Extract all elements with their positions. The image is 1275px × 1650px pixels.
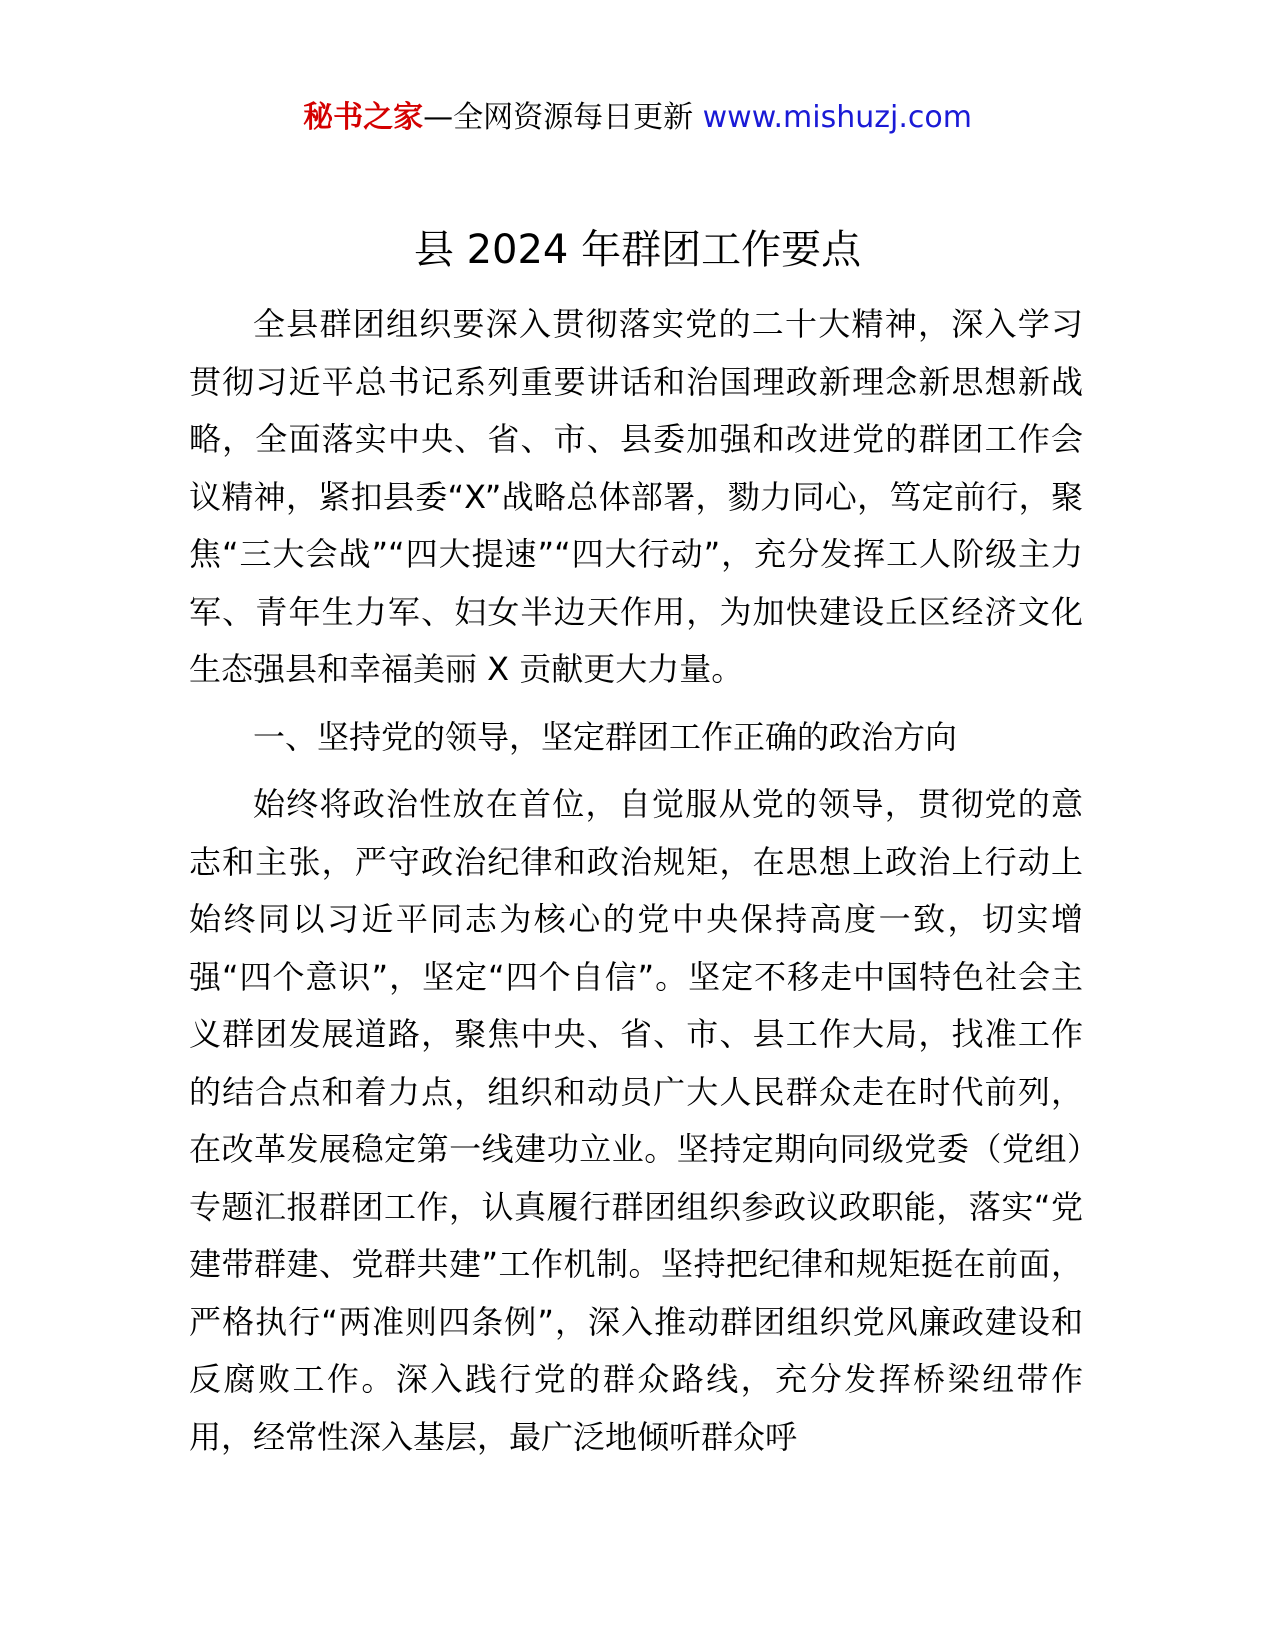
section-heading-1: 一、坚持党的领导，坚定群团工作正确的政治方向: [253, 717, 958, 756]
header-tagline: —全网资源每日更新: [423, 100, 703, 135]
document-title: 县 2024 年群团工作要点: [413, 227, 862, 273]
site-url: www.mishuzj.com: [702, 100, 972, 135]
page-header: [0, 96, 1275, 140]
document-body: [189, 296, 1083, 1466]
brand-name: 秘书之家: [303, 100, 424, 135]
section-1-paragraph: 始终将政治性放在首位，自觉服从党的领导，贯彻党的意志和主张，严守政治纪律和政治规矩，在思想上政治上行动上始终同以习近平同志为核心的党中央保持高度一致，切实增强“四个意识”，坚定“四个自信”。坚定不移走中国特色社会主义群团发展道路，聚焦中央、省、市、县工作大局，找准工作的结合点和着力点，组织和动员广大人民群众走在时代前列，在改革发展稳定第一线建功立业。坚持定期向同级党委（党组）专题汇报群团工作，认真履行群团组织参政议政职能，落实“党建带群建、党群共建”工作机制。坚持把纪律和规矩挺在前面，严格执行“两准则四条例”，深入推动群团组织党风廉政建设和反腐败工作。深入践行党的群众路线，充分发挥桥梁纽带作用，经常性深入基层，最广泛地倾听群众呼: [189, 785, 1083, 1456]
intro-paragraph: 全县群团组织要深入贯彻落实党的二十大精神，深入学习贯彻习近平总书记系列重要讲话和治国理政新理念新思想新战略，全面落实中央、省、市、县委加强和改进党的群团工作会议精神，紧扣县委“X”战略总体部署，勠力同心，笃定前行，聚焦“三大会战”“四大提速”“四大行动”，充分发挥工人阶级主力军、青年生力军、妇女半边天作用，为加快建设丘区经济文化生态强县和幸福美丽 X 贡献更大力量。: [189, 305, 1083, 688]
